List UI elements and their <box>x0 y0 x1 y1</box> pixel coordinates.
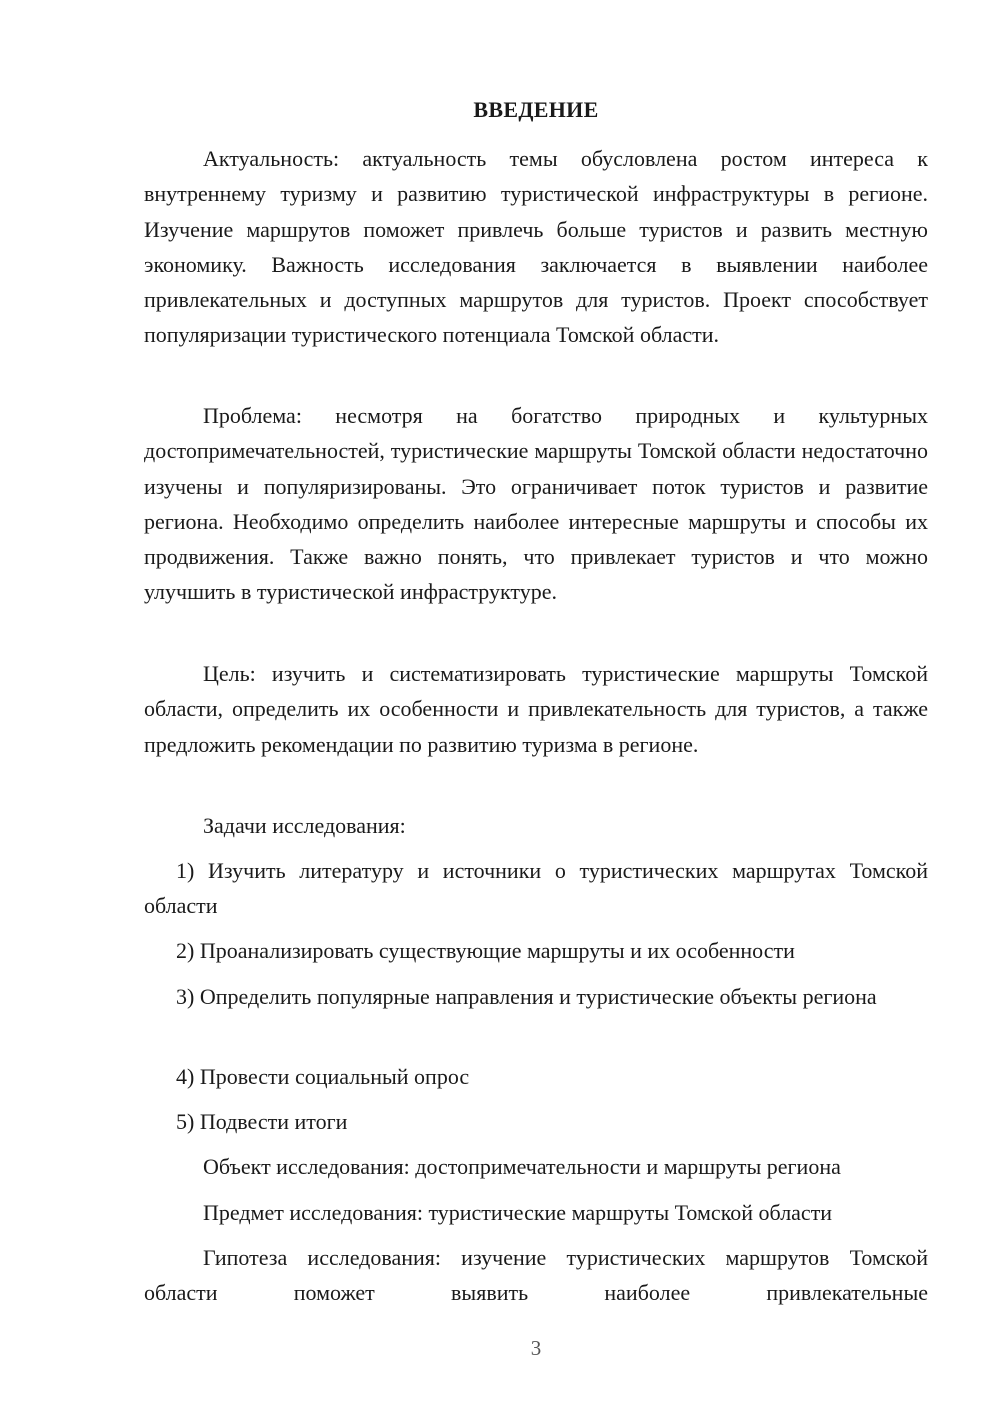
task-item-3: 3) Определить популярные направления и туристические объекты региона <box>176 984 877 1009</box>
tasks-title: Задачи исследования: <box>203 813 406 838</box>
problem-paragraph: Проблема: несмотря на богатство природных и культурных достопримечательностей, туристические маршруты Томской области недостаточно изучены и популяризированы. Это ограничивает поток туристов и развитие региона. Необходимо определить наиболее интересные маршруты и способы их продвижения. Также важно понять, что привлекает туристов и что можно улучшить в туристической инфраструктуре. <box>144 403 928 605</box>
task-item-5: 5) Подвести итоги <box>176 1109 348 1134</box>
section-heading: ВВЕДЕНИЕ <box>473 97 599 122</box>
task-item-4: 4) Провести социальный опрос <box>176 1064 470 1089</box>
relevance-paragraph: Актуальность: актуальность темы обусловлена ростом интереса к внутреннему туризму и развитию туристической инфраструктуры в регионе. Изучение маршрутов поможет привлечь больше туристов и развить местную экономику. Важность исследования заключается в выявлении наиболее привлекательных и доступных маршрутов для туристов. Проект способствует популяризации туристического потенциала Томской области. <box>144 146 928 348</box>
task-item-1: 1) Изучить литературу и источники о туристических маршрутах Томской области <box>144 858 928 919</box>
subject-paragraph: Предмет исследования: туристические маршруты Томской области <box>203 1200 833 1225</box>
page-number: 3 <box>530 1336 542 1360</box>
goal-paragraph: Цель: изучить и систематизировать туристические маршруты Томской области, определить их особенности и привлекательность для туристов, а также предложить рекомендации по развитию туризма в регионе. <box>144 661 928 757</box>
task-item-2: 2) Проанализировать существующие маршруты и их особенности <box>176 938 795 963</box>
hypothesis-paragraph: Гипотеза исследования: изучение туристических маршрутов Томской области поможет выявить наиболее привлекательные <box>144 1245 928 1306</box>
object-paragraph: Объект исследования: достопримечательности и маршруты региона <box>203 1154 841 1179</box>
